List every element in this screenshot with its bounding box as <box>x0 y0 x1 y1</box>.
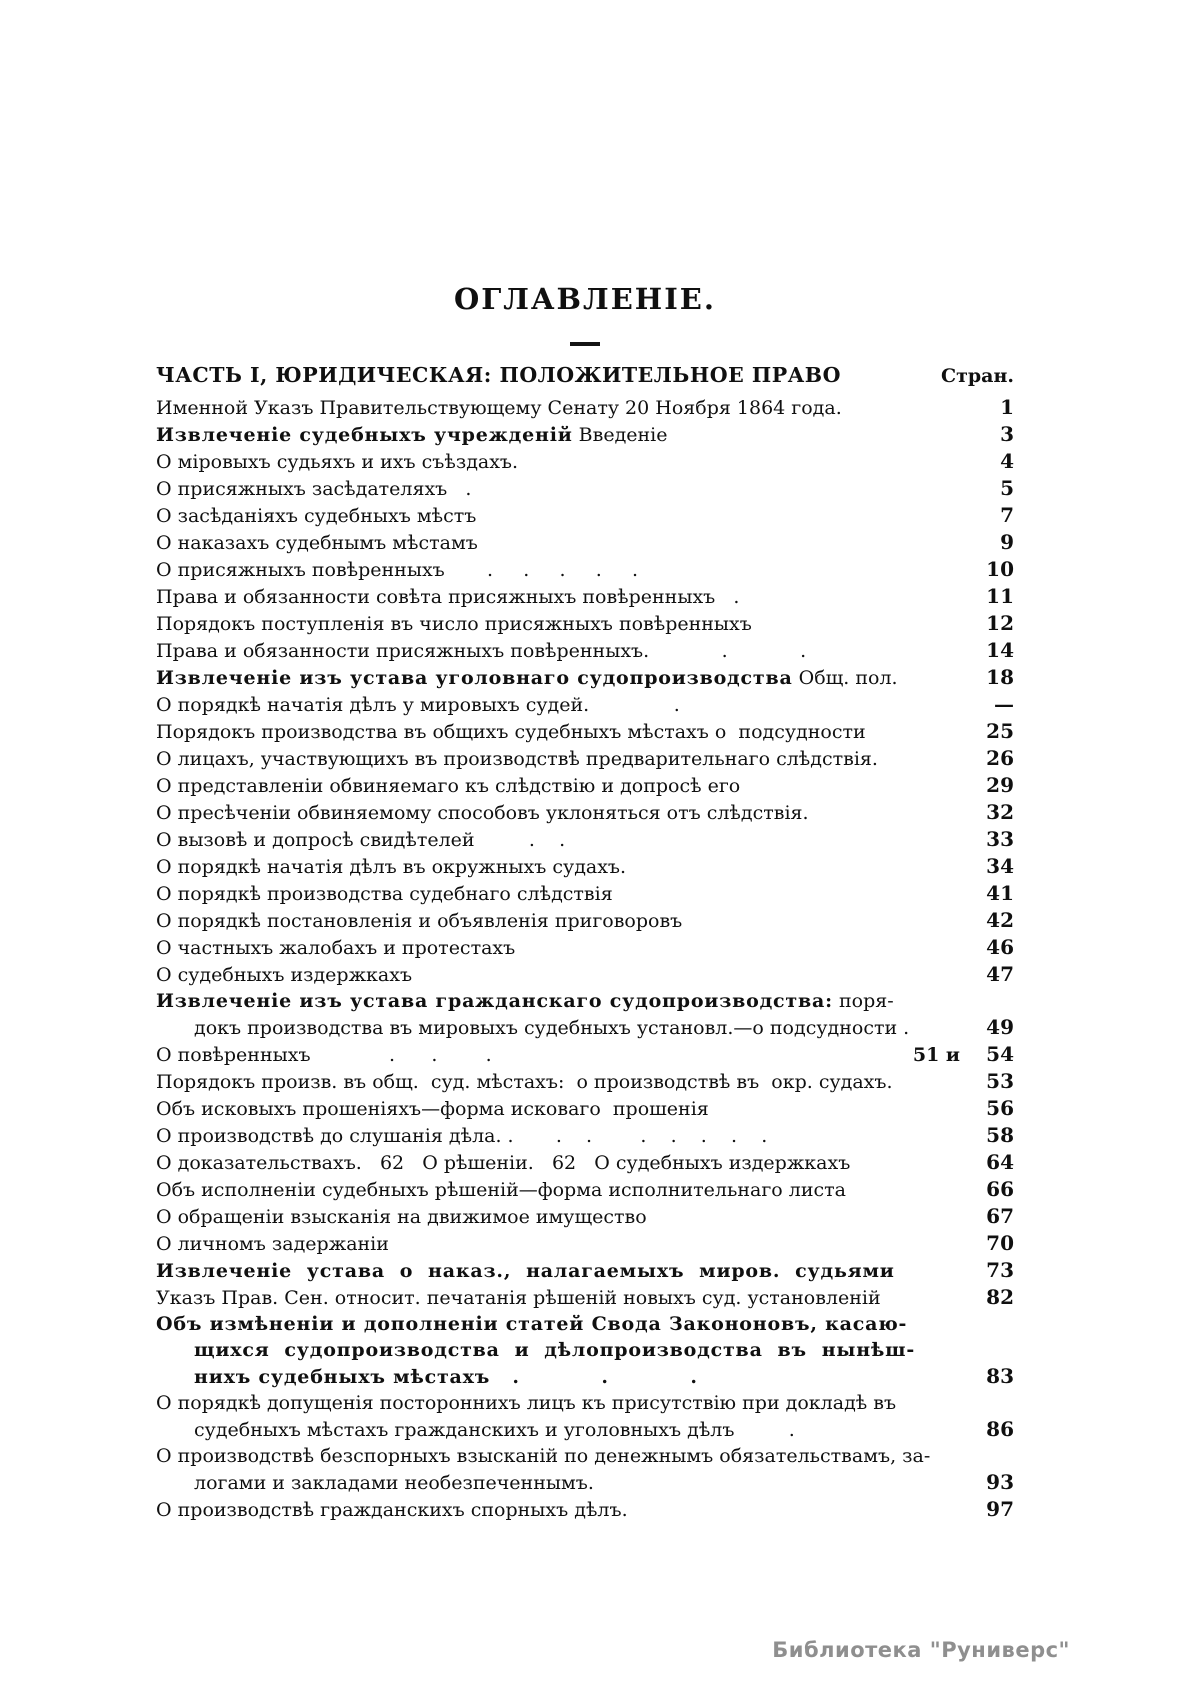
entry-text: О производствѣ безспорныхъ взысканій по денежнымъ обязательствамъ, за- <box>156 1445 931 1467</box>
entry-text: О частныхъ жалобахъ и протестахъ <box>156 937 516 959</box>
page-number: 3 <box>1000 422 1014 446</box>
page-number: 49 <box>986 1015 1014 1039</box>
entry-text: Права и обязанности присяжныхъ повѣренныхъ. . . <box>156 640 807 662</box>
entry-text: О міровыхъ судьяхъ и ихъ съѣздахъ. <box>156 451 519 473</box>
toc-row <box>156 1122 1014 1149</box>
entry-text: О присяжныхъ засѣдателяхъ . <box>156 478 472 500</box>
entry-text: О судебныхъ издержкахъ <box>156 964 413 986</box>
entry-text: О присяжныхъ повѣренныхъ . . . . . <box>156 559 639 581</box>
toc-row <box>156 826 1014 853</box>
toc-row <box>156 1068 1014 1095</box>
entry-text: докъ производства въ мировыхъ судебныхъ установл.—о подсудности . <box>194 1017 910 1039</box>
entry-text: Извлеченіе изъ устава уголовнаго судопроизводства Общ. пол. <box>156 667 898 689</box>
toc-row <box>156 475 1014 502</box>
entry-text: Извлеченіе устава о наказ., налагаемыхъ миров. судьями <box>156 1260 895 1282</box>
entry-text: Извлеченіе судебныхъ учрежденій Введеніе <box>156 424 668 446</box>
toc-row <box>156 556 1014 583</box>
page-number: 46 <box>986 935 1014 959</box>
page-number: 66 <box>986 1177 1014 1201</box>
toc-row <box>156 718 1014 745</box>
page-number: 11 <box>986 584 1014 608</box>
entry-text: О производствѣ до слушанія дѣла. . . . . . . . . <box>156 1125 768 1147</box>
toc-row <box>156 799 1014 826</box>
page-number: 12 <box>986 611 1014 635</box>
page-column-header: Стран. <box>940 365 1014 387</box>
page-number: 64 <box>986 1150 1014 1174</box>
toc-row <box>156 1469 1014 1496</box>
entry-text: Порядокъ произв. въ общ. суд. мѣстахъ: о производствѣ въ окр. судахъ. <box>156 1071 893 1093</box>
entry-text: О наказахъ судебнымъ мѣстамъ <box>156 532 478 554</box>
entry-text: Извлеченіе изъ устава гражданскаго судопроизводства: поря- <box>156 990 894 1012</box>
entry-text: О доказательствахъ. 62 О рѣшеніи. 62 О судебныхъ издержкахъ <box>156 1152 851 1174</box>
entry-text: О порядкѣ начатія дѣлъ у мировыхъ судей. . <box>156 694 680 716</box>
page-title: ОГЛАВЛЕНІЕ. <box>454 282 716 316</box>
toc-row <box>156 1416 1014 1443</box>
toc-list <box>156 394 1014 1523</box>
toc-row <box>156 1230 1014 1257</box>
toc-row <box>156 907 1014 934</box>
page-number: 83 <box>986 1364 1014 1388</box>
page-number: 7 <box>1000 503 1014 527</box>
toc-row <box>156 1203 1014 1230</box>
toc-content <box>156 282 1014 1523</box>
entry-text: Объ исковыхъ прошеніяхъ—форма исковаго прошенія <box>156 1098 709 1120</box>
toc-row <box>156 1176 1014 1203</box>
page-number: 4 <box>1000 449 1014 473</box>
toc-row <box>156 502 1014 529</box>
page-number: 34 <box>986 854 1014 878</box>
toc-row <box>156 1337 1014 1363</box>
toc-row <box>156 961 1014 988</box>
title-divider <box>570 342 600 346</box>
toc-row <box>156 421 1014 448</box>
page-number: 82 <box>986 1285 1014 1309</box>
entry-text: Права и обязанности совѣта присяжныхъ повѣренныхъ . <box>156 586 740 608</box>
page-number: 18 <box>986 665 1014 689</box>
toc-row <box>156 691 1014 718</box>
toc-row <box>156 934 1014 961</box>
page-number: 93 <box>986 1470 1014 1494</box>
page-number: 73 <box>986 1258 1014 1282</box>
entry-text: О обращеніи взысканія на движимое имущество <box>156 1206 647 1228</box>
entry-text: О вызовѣ и допросѣ свидѣтелей . . <box>156 829 566 851</box>
toc-row <box>156 529 1014 556</box>
toc-row <box>156 1311 1014 1337</box>
toc-row <box>156 1496 1014 1523</box>
toc-row <box>156 1443 1014 1469</box>
toc-row <box>156 448 1014 475</box>
page-number: 25 <box>986 719 1014 743</box>
entry-text: О порядкѣ допущенія постороннихъ лицъ къ присутствію при докладѣ въ <box>156 1392 897 1414</box>
page-number: 32 <box>986 800 1014 824</box>
entry-text: О личномъ задержаніи <box>156 1233 389 1255</box>
page-number: 53 <box>986 1069 1014 1093</box>
page-number: 9 <box>1000 530 1014 554</box>
page-number: 70 <box>986 1231 1014 1255</box>
page-number: 1 <box>1000 395 1014 419</box>
page-number: 5 <box>1000 476 1014 500</box>
entry-text: нихъ судебныхъ мѣстахъ . . . <box>194 1366 698 1388</box>
toc-row <box>156 988 1014 1014</box>
entry-text: Именной Указъ Правительствующему Сенату 20 Ноября 1864 года. <box>156 397 842 419</box>
entry-text: Порядокъ производства въ общихъ судебныхъ мѣстахъ о подсудности <box>156 721 866 743</box>
page-number: 10 <box>986 557 1014 581</box>
page-number: 33 <box>986 827 1014 851</box>
page-number: 97 <box>986 1497 1014 1521</box>
toc-row <box>156 1284 1014 1311</box>
page-number: 41 <box>986 881 1014 905</box>
toc-row <box>156 880 1014 907</box>
entry-text: О повѣренныхъ . . . <box>156 1044 492 1066</box>
part-heading: ЧАСТЬ I, ЮРИДИЧЕСКАЯ: ПОЛОЖИТЕЛЬНОЕ ПРАВО <box>156 363 841 387</box>
page-number: 29 <box>986 773 1014 797</box>
entry-text: Объ исполненіи судебныхъ рѣшеній—форма исполнительнаго листа <box>156 1179 846 1201</box>
toc-row <box>156 1014 1014 1041</box>
page-number: 42 <box>986 908 1014 932</box>
section-header-row <box>156 363 1014 387</box>
entry-text: О производствѣ гражданскихъ спорныхъ дѣлъ. <box>156 1499 628 1521</box>
entry-text: логами и закладами необезпеченнымъ. <box>194 1472 594 1494</box>
entry-text: О лицахъ, участвующихъ въ производствѣ предварительнаго слѣдствія. <box>156 748 878 770</box>
toc-row <box>156 1041 1014 1068</box>
toc-row <box>156 1149 1014 1176</box>
entry-text: щихся судопроизводства и дѣлопроизводства въ нынѣш- <box>194 1339 916 1361</box>
secondary-page-number: 51 и <box>912 1044 960 1066</box>
entry-text: О порядкѣ производства судебнаго слѣдствія <box>156 883 613 905</box>
entry-text: Указъ Прав. Сен. относит. печатанія рѣшеній новыхъ суд. установленій <box>156 1287 881 1309</box>
page-number: — <box>994 692 1014 716</box>
page-number: 58 <box>986 1123 1014 1147</box>
entry-text: судебныхъ мѣстахъ гражданскихъ и уголовныхъ дѣлъ . <box>194 1419 795 1441</box>
entry-text: О засѣданіяхъ судебныхъ мѣстъ <box>156 505 477 527</box>
page-number: 26 <box>986 746 1014 770</box>
toc-row <box>156 1257 1014 1284</box>
entry-text: Порядокъ поступленія въ число присяжныхъ повѣренныхъ <box>156 613 752 635</box>
entry-text: О пресѣченіи обвиняемому способовъ уклоняться отъ слѣдствія. <box>156 802 809 824</box>
page-number: 54 <box>986 1042 1014 1066</box>
entry-text: О порядкѣ начатія дѣлъ въ окружныхъ судахъ. <box>156 856 627 878</box>
library-watermark: Библиотека "Руниверс" <box>772 1638 1070 1662</box>
toc-row <box>156 1363 1014 1390</box>
page-number: 86 <box>986 1417 1014 1441</box>
toc-row <box>156 1095 1014 1122</box>
entry-text: О представленіи обвиняемаго къ слѣдствію и допросѣ его <box>156 775 741 797</box>
page-number: 56 <box>986 1096 1014 1120</box>
toc-row <box>156 394 1014 421</box>
entry-text: О порядкѣ постановленія и объявленія приговоровъ <box>156 910 683 932</box>
page-number: 14 <box>986 638 1014 662</box>
toc-row <box>156 853 1014 880</box>
toc-row <box>156 745 1014 772</box>
toc-row <box>156 610 1014 637</box>
toc-row <box>156 637 1014 664</box>
page-number: 67 <box>986 1204 1014 1228</box>
toc-row <box>156 664 1014 691</box>
entry-text: Объ измѣненіи и дополненіи статей Свода Закононовъ, касаю- <box>156 1313 908 1335</box>
toc-row <box>156 1390 1014 1416</box>
toc-row <box>156 772 1014 799</box>
page-number: 47 <box>986 962 1014 986</box>
toc-row <box>156 583 1014 610</box>
